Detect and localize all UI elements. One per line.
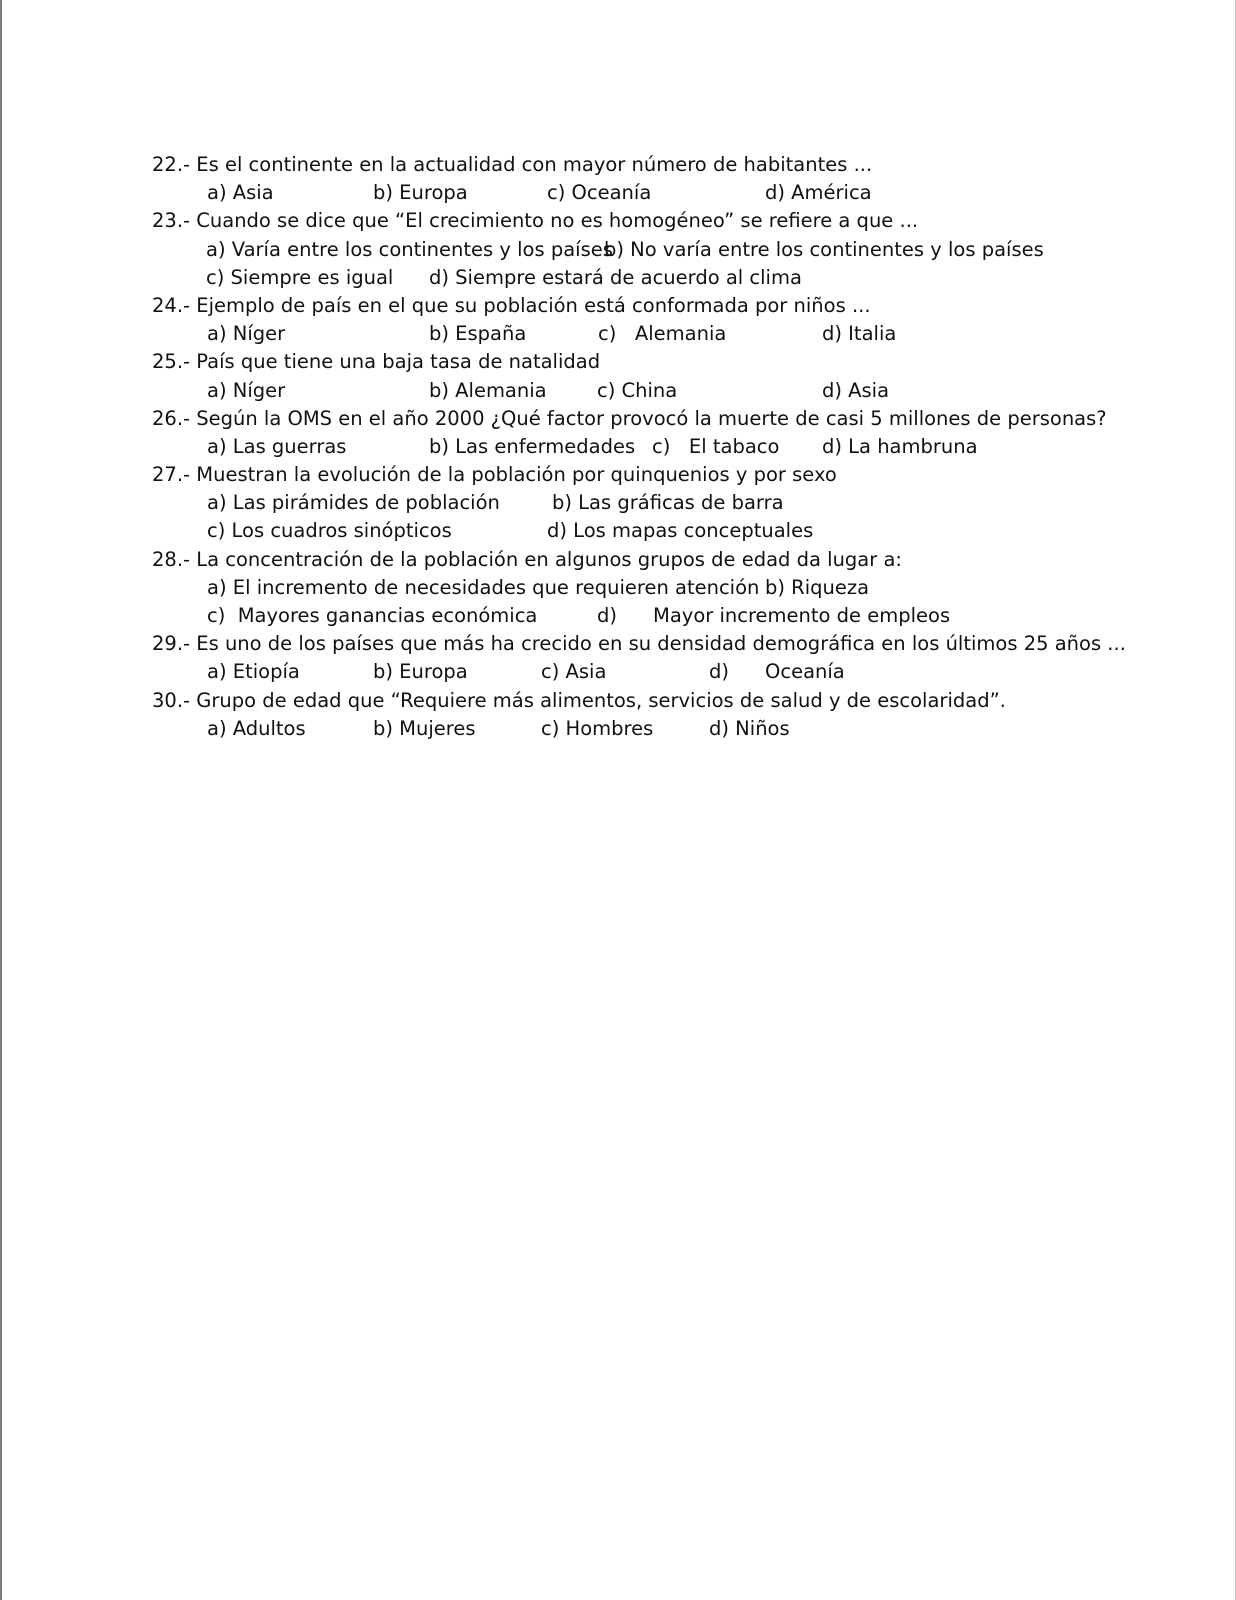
answer-option: b) No varía entre los continentes y los países bbox=[604, 237, 1044, 261]
question-text bbox=[152, 630, 1126, 658]
answer-option: b) Las enfermedades bbox=[429, 434, 636, 458]
question-prompt: Muestran la evolución de la población por quinquenios y por sexo bbox=[196, 463, 837, 487]
question-text bbox=[152, 348, 600, 376]
answer-option: a) Adultos bbox=[207, 716, 306, 740]
answer-options-row bbox=[152, 715, 1152, 743]
answer-options-row bbox=[152, 320, 1152, 348]
question-prompt: La concentración de la población en algunos grupos de edad da lugar a: bbox=[196, 547, 902, 571]
answer-option: b) Mujeres bbox=[373, 716, 476, 740]
answer-option: c) Mayores ganancias económica bbox=[207, 604, 538, 627]
answer-options-row bbox=[152, 433, 1152, 461]
answer-option: c) Oceanía bbox=[547, 181, 652, 205]
answer-option: d) Niños bbox=[709, 716, 790, 740]
question-prompt: Según la OMS en el año 2000 ¿Qué factor provocó la muerte de casi 5 millones de personas? bbox=[196, 406, 1107, 430]
question-number: 25.- bbox=[152, 350, 191, 374]
question-number: 26.- bbox=[152, 406, 191, 430]
answer-option: b) Las gráficas de barra bbox=[552, 491, 784, 515]
answer-option: Mayor incremento de empleos bbox=[653, 604, 951, 627]
answer-options-row bbox=[152, 377, 1152, 405]
answer-option: a) Etiopía bbox=[207, 660, 300, 684]
question-text bbox=[152, 546, 902, 574]
answer-option: d) Los mapas conceptuales bbox=[547, 519, 814, 543]
answer-option: b) España bbox=[429, 322, 527, 346]
answer-option: a) Níger bbox=[207, 322, 286, 346]
question-number: 28.- bbox=[152, 547, 191, 571]
answer-option: a) Las pirámides de población bbox=[207, 491, 500, 515]
answer-option: d) América bbox=[765, 181, 872, 205]
answer-option: a) Varía entre los continentes y los países bbox=[206, 237, 613, 261]
question-number: 24.- bbox=[152, 293, 191, 317]
question-prompt: País que tiene una baja tasa de natalidad bbox=[196, 350, 601, 374]
question-line bbox=[152, 461, 1152, 489]
answer-option: a) Las guerras bbox=[207, 434, 347, 458]
answer-options-row bbox=[152, 574, 1152, 602]
question-line bbox=[152, 151, 1152, 179]
question-prompt: Es el continente en la actualidad con mayor número de habitantes ... bbox=[196, 153, 873, 176]
answer-option: c) Siempre es igual bbox=[206, 265, 394, 289]
question-prompt: Es uno de los países que más ha crecido en su densidad demográfica en los últimos 25 años ... bbox=[196, 632, 1126, 656]
question-text bbox=[152, 461, 837, 489]
question-number: 29.- bbox=[152, 632, 191, 656]
question-line bbox=[152, 207, 1152, 235]
answer-options-row bbox=[152, 658, 1152, 686]
question-line bbox=[152, 405, 1152, 433]
answer-option: c) Asia bbox=[541, 660, 607, 684]
answer-options-row bbox=[152, 179, 1152, 207]
question-text bbox=[152, 405, 1107, 433]
question-number: 30.- bbox=[152, 688, 191, 712]
answer-option: d) Asia bbox=[822, 378, 890, 402]
answer-option: a) Asia bbox=[207, 181, 274, 205]
question-text bbox=[152, 151, 872, 179]
answer-options-row bbox=[152, 602, 1152, 630]
question-line bbox=[152, 546, 1152, 574]
question-number: 22.- bbox=[152, 153, 191, 176]
answer-options-row bbox=[152, 236, 1152, 264]
page-left-edge bbox=[0, 0, 2, 1600]
answer-option: c) Hombres bbox=[541, 716, 654, 740]
answer-option: d) Siempre estará de acuerdo al clima bbox=[429, 265, 802, 289]
answer-option: b) Europa bbox=[373, 660, 468, 684]
question-line bbox=[152, 292, 1152, 320]
question-text bbox=[152, 207, 918, 235]
question-line bbox=[152, 687, 1152, 715]
question-number: 23.- bbox=[152, 209, 191, 233]
answer-options-row bbox=[152, 264, 1152, 292]
answer-option: d) La hambruna bbox=[822, 434, 978, 458]
answer-option: c) El tabaco bbox=[652, 434, 780, 458]
answer-option: d) Italia bbox=[822, 322, 897, 346]
answer-option: c) China bbox=[597, 378, 678, 402]
answer-option: d) bbox=[597, 604, 617, 627]
answer-option: c) Alemania bbox=[598, 322, 727, 346]
question-prompt: Ejemplo de país en el que su población está conformada por niños ... bbox=[196, 293, 871, 317]
question-prompt: Cuando se dice que “El crecimiento no es homogéneo” se refiere a que ... bbox=[196, 209, 919, 233]
question-line bbox=[152, 348, 1152, 376]
question-text bbox=[152, 292, 871, 320]
answer-option: b) Riqueza bbox=[765, 575, 870, 599]
answer-option: b) Europa bbox=[373, 181, 468, 205]
answer-option: b) Alemania bbox=[429, 378, 547, 402]
question-text bbox=[152, 687, 1006, 715]
answer-option: a) El incremento de necesidades que requieren atención bbox=[207, 575, 760, 599]
question-line bbox=[152, 630, 1152, 658]
answer-option: c) Los cuadros sinópticos bbox=[207, 519, 452, 543]
answer-options-row bbox=[152, 489, 1152, 517]
answer-options-row bbox=[152, 517, 1152, 545]
answer-option: a) Níger bbox=[207, 378, 286, 402]
answer-option: Oceanía bbox=[765, 660, 845, 684]
question-prompt: Grupo de edad que “Requiere más alimentos, servicios de salud y de escolaridad”. bbox=[196, 688, 1006, 712]
question-number: 27.- bbox=[152, 463, 191, 487]
answer-option: d) bbox=[709, 660, 729, 684]
question-list bbox=[152, 151, 1152, 743]
